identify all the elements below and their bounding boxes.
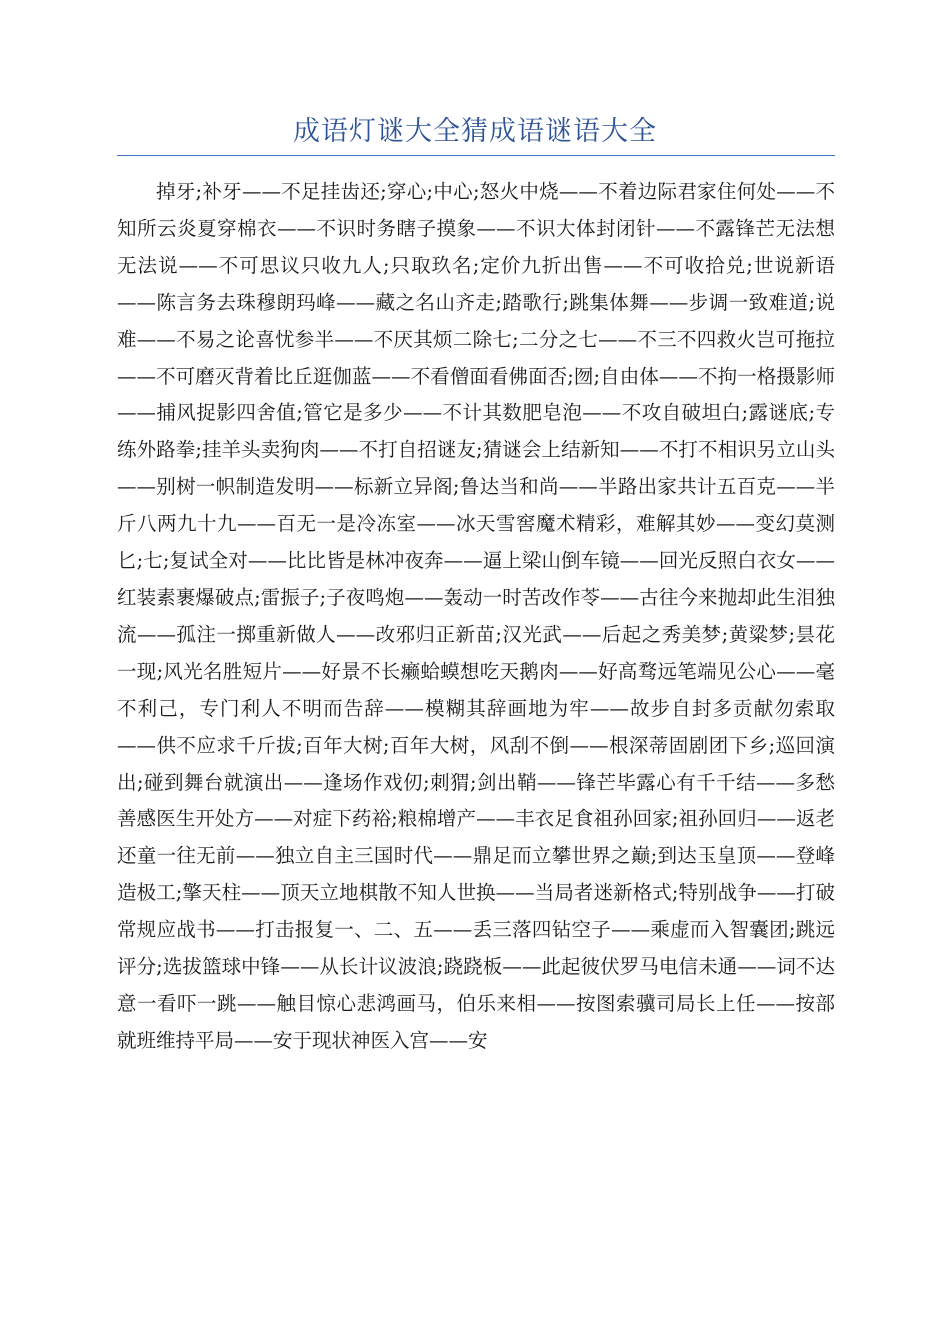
title-underline <box>117 155 835 156</box>
document-title: 成语灯谜大全猜成语谜语大全 <box>293 116 657 147</box>
body-paragraph: 掉牙;补牙——不足挂齿还;穿心;中心;怒火中烧——不着边际君家住何处——不知所云炎夏穿棉衣——不识时务瞎子摸象——不识大体封闭针——不露锋芒无法想无法说——不可思议只收九人;只取玖名;定价九折出售——不可收拾兑;世说新语——陈言务去珠穆朗玛峰——藏之名山齐走;踏歌行;跳集体舞——步调一致难道;说难——不易之论喜忧参半——不厌其烦二除七;二分之七——不三不四救火岂可拖拉——不可磨灭背着比丘逛伽蓝——不看僧面看佛面否;囫;自由体——不拘一格摄影师——捕风捉影四舍值;管它是多少——不计其数肥皂泡——不攻自破坦白;露谜底;专练外路拳;挂羊头卖狗肉——不打自招谜友;猜谜会上结新知——不打不相识另立山头——别树一帜制造发明——标新立异阁;鲁达当和尚——半路出家共计五百克——半斤八两九十九——百无一是冷冻室——冰天雪窖魔术精彩，难解其妙——变幻莫测匕;七;复试全对——比比皆是林冲夜奔——逼上梁山倒车镜——回光反照白衣女——红装素裹爆破点;雷振子;子夜鸣炮——轰动一时苦改作苓——古往今来抛却此生泪独流——孤注一掷重新做人——改邪归正新苗;汉光武——后起之秀美梦;黄粱梦;昙花一现;风光名胜短片——好景不长癞蛤蟆想吃天鹅肉——好高骛远笔端见公心——毫不利己，专门利人不明而告辞——模糊其辞画地为牢——故步自封多贡献勿索取——供不应求千斤拔;百年大树;百年大树，风刮不倒——根深蒂固剧团下乡;巡回演出;碰到舞台就演出——逢场作戏仞;刺猬;剑出鞘——锋芒毕露心有千千结——多愁善感医生开处方——对症下药裕;粮棉增产——丰衣足食祖孙回家;祖孙回归——返老还童一往无前——独立自主三国时代——鼎足而立攀世界之巅;到达玉皇顶——登峰造极工;擎天柱——顶天立地棋散不知人世换——当局者迷新格式;特别战争——打破常规应战书——打击报复一、二、五——丢三落四钻空子——乘虚而入智囊团;跳远评分;选拔篮球中锋——从长计议波浪;跷跷板——此起彼伏罗马电信未通——词不达意一看吓一跳——触目惊心悲鸿画马，伯乐来相——按图索骥司局长上任——按部就班维持平局——安于现状神医入宫——安 <box>117 180 835 1052</box>
